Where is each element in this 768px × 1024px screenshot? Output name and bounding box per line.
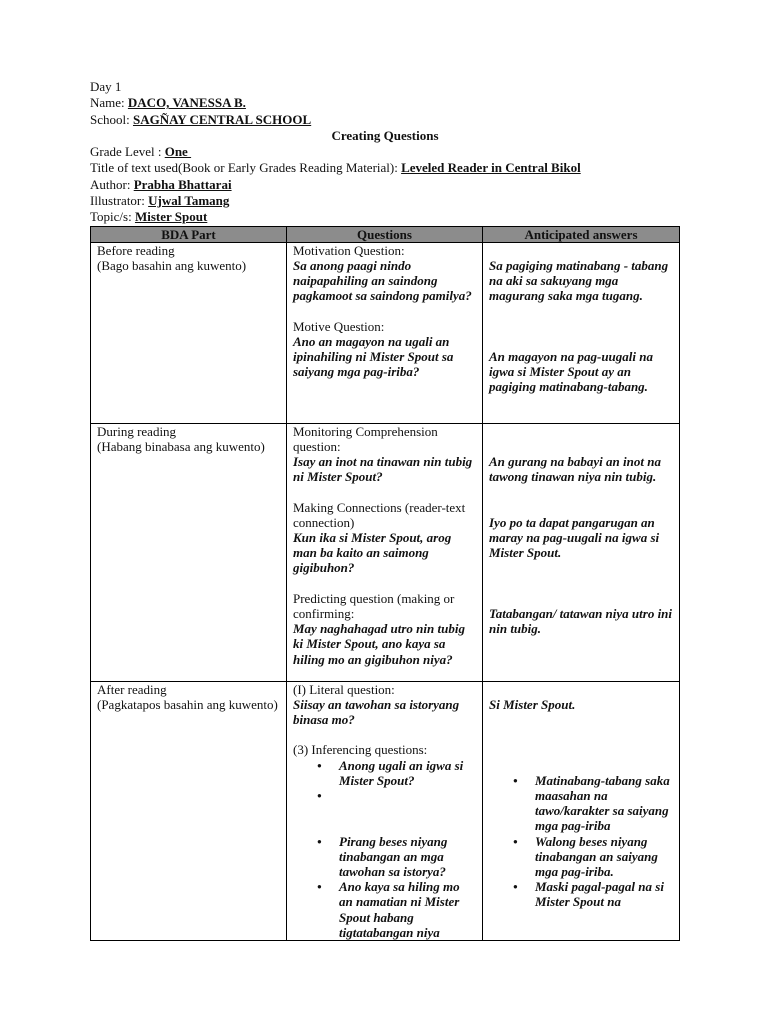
school-label: School: — [90, 111, 133, 127]
literal-answer: Si Mister Spout. — [489, 696, 576, 712]
motive-question-label: Motive Question: — [293, 318, 385, 334]
inferencing-answer-list — [489, 773, 673, 910]
grade-value: One — [164, 144, 192, 160]
text-title-line — [90, 160, 680, 176]
before-answers-cell — [483, 242, 680, 423]
list-item: ● Walong beses niyang tinabangan an saiyang mga pag-iriba. — [535, 834, 673, 880]
after-part-cell — [91, 681, 287, 940]
topic-label: Topic/s: — [90, 209, 135, 225]
school-name: SAGÑAY CENTRAL SCHOOL — [132, 111, 312, 127]
illustrator-value: Ujwal Tamang — [148, 193, 230, 209]
list-item: ● Maski pagal-pagal na si Mister Spout na — [535, 879, 673, 909]
inferencing-question-list-2 — [293, 834, 476, 940]
list-item: ● Anong ugali an igwa si Mister Spout? — [339, 758, 476, 788]
grade-label: Grade Level : — [90, 144, 165, 160]
table-row-before-reading — [91, 242, 680, 423]
during-part-label: During reading — [97, 423, 177, 439]
day-label: Day 1 — [90, 79, 122, 94]
header-questions: Questions — [287, 226, 483, 242]
after-answers-cell — [483, 681, 680, 940]
predicting-question: May naghahagad utro nin tubig ki Mister Spout, ano kaya sa hiling mo an gigibuhon niya? — [293, 621, 465, 667]
motive-question: Ano an magayon na ugali an ipinahiling ni Mister Spout sa saiyang mga pag-iriba? — [293, 333, 454, 380]
list-item: ● Ano kaya sa hiling mo an namatian ni Mister Spout habang tigtatabangan niya — [339, 879, 476, 940]
document-title: Creating Questions — [331, 127, 439, 143]
motivation-question: Sa anong paagi nindo naipapahiling an saindong pagkamoot sa saindong pamilya? — [293, 257, 472, 304]
before-questions-cell — [287, 242, 483, 423]
literal-question: Siisay an tawohan sa istoryang binasa mo? — [293, 696, 460, 728]
predicting-question-label: Predicting question (making or confirming: — [293, 590, 455, 622]
list-item: ● Matinabang-tabang saka maasahan na tawo/karakter sa saiyang mga pag-iriba — [535, 773, 673, 834]
student-name: DACO, VANESSA B. — [127, 95, 246, 111]
list-item: ● Pirang beses niyang tinabangan an mga tawohan sa istorya? — [339, 834, 476, 880]
motive-answer: An magayon na pag-uugali na igwa si Mister Spout ay an pagiging matinabang-tabang. — [489, 349, 653, 395]
before-part-cell — [91, 242, 287, 423]
before-part-translation: (Bago basahin ang kuwento) — [97, 257, 247, 273]
document-page — [90, 79, 680, 941]
name-label: Name: — [90, 95, 128, 111]
during-answers-cell — [483, 423, 680, 681]
topic-value: Mister Spout — [134, 209, 208, 225]
school-line — [90, 112, 680, 128]
during-part-cell — [91, 423, 287, 681]
monitoring-question-label: Monitoring Comprehension question: — [293, 423, 438, 454]
inferencing-question-list — [293, 758, 476, 804]
after-part-label: After reading — [97, 681, 167, 697]
table-row-during-reading — [91, 423, 680, 681]
predicting-answer: Tatabangan/ tatawan niya utro ini nin tubig. — [489, 606, 673, 637]
during-questions-cell — [287, 423, 483, 681]
illustrator-label: Illustrator: — [90, 193, 149, 209]
name-line — [90, 95, 680, 111]
header-anticipated-answers: Anticipated answers — [483, 226, 680, 242]
connections-question: Kun ika si Mister Spout, arog man ba kaito an saimong gigibuhon? — [293, 530, 452, 576]
header-bda-part: BDA Part — [91, 226, 287, 242]
text-title-value: Leveled Reader in Central Bikol — [401, 160, 581, 176]
after-part-translation: (Pagkatapos basahin ang kuwento) — [97, 696, 278, 712]
author-label: Author: — [90, 176, 134, 192]
illustrator-line — [90, 193, 680, 209]
monitoring-question: Isay an inot na tinawan nin tubig ni Mister Spout? — [293, 454, 473, 485]
monitoring-answer: An gurang na babayi an inot na tawong tinawan niya nin tubig. — [489, 454, 661, 485]
text-title-label: Title of text used(Book or Early Grades Reading Material): — [90, 160, 402, 176]
motivation-question-label: Motivation Question: — [293, 242, 405, 258]
table-header-row — [91, 226, 680, 242]
inferencing-question-label: (3) Inferencing questions: — [293, 742, 428, 758]
table-row-after-reading — [91, 681, 680, 940]
connections-answer: Iyo po ta dapat pangarugan an maray na pag-uugali na igwa si Mister Spout. — [489, 514, 660, 561]
after-questions-cell — [287, 681, 483, 940]
literal-question-label: (I) Literal question: — [293, 681, 395, 697]
during-part-translation: (Habang binabasa ang kuwento) — [97, 438, 265, 454]
motivation-answer: Sa pagiging matinabang - tabang na aki sa sakuyang mga magurang saka mga tugang. — [489, 257, 669, 304]
author-line — [90, 177, 680, 193]
topic-line — [90, 209, 680, 225]
before-part-label: Before reading — [97, 242, 175, 258]
connections-question-label: Making Connections (reader-text connection) — [293, 499, 466, 530]
questions-table — [90, 226, 680, 941]
grade-line — [90, 144, 680, 160]
author-value: Prabha Bhattarai — [133, 176, 232, 192]
